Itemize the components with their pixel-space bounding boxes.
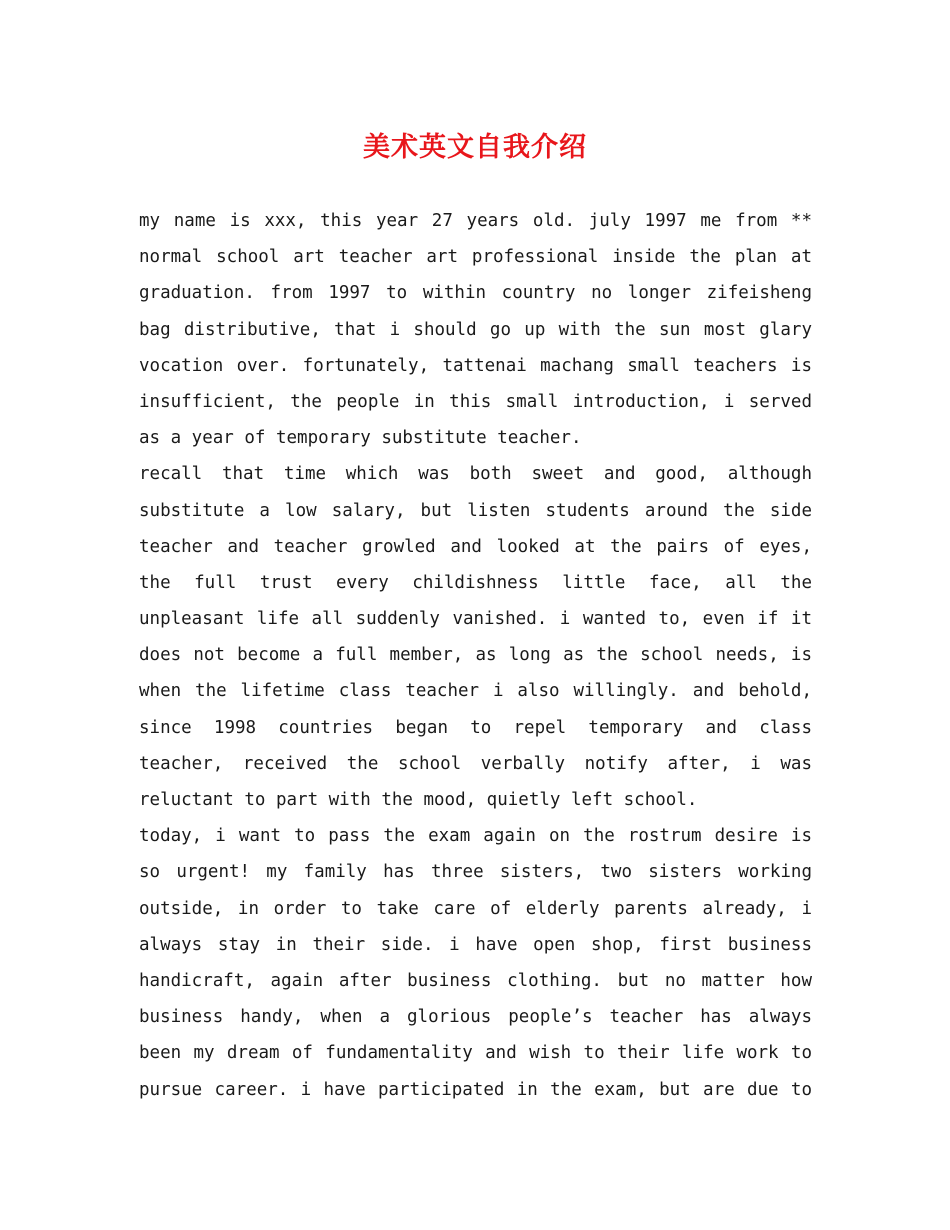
text-line: today, i want to pass the exam again on the rostrum desire is (139, 826, 812, 847)
text-line: vocation over. fortunately, tattenai machang small teachers is (139, 355, 812, 376)
text-line: always stay in their side. i have open shop, first business (139, 934, 812, 955)
text-line: pursue career. i have participated in the exam, but are due to (139, 1079, 812, 1100)
text-line: teacher, received the school verbally notify after, i was (139, 753, 812, 774)
text-line: when the lifetime class teacher i also willingly. and behold, (139, 681, 812, 702)
text-line: graduation. from 1997 to within country no longer zifeisheng (139, 283, 812, 304)
text-line: teacher and teacher growled and looked at the pairs of eyes, (139, 536, 812, 557)
text-line: unpleasant life all suddenly vanished. i wanted to, even if it (139, 609, 812, 630)
text-line: my name is xxx, this year 27 years old. july 1997 me from ** (139, 211, 812, 231)
text-line: normal school art teacher art professional inside the plan at (139, 247, 812, 268)
text-line: the full trust every childishness little face, all the (139, 572, 812, 593)
text-line: since 1998 countries began to repel temporary and class (139, 717, 812, 738)
text-line: outside, in order to take care of elderly parents already, i (139, 898, 812, 919)
text-line: recall that time which was both sweet and good, although (139, 464, 812, 485)
text-line: reluctant to part with the mood, quietly left school. (139, 790, 698, 810)
text-line: as a year of temporary substitute teacher. (139, 428, 582, 449)
text-line: substitute a low salary, but listen students around the side (139, 500, 812, 521)
text-line: does not become a full member, as long as the school needs, is (139, 645, 812, 666)
text-line: insufficient, the people in this small introduction, i served (139, 391, 812, 412)
text-line: been my dream of fundamentality and wish to their life work to (139, 1043, 812, 1064)
document-title: 美术英文自我介绍 (363, 132, 587, 163)
text-line: so urgent! my family has three sisters, two sisters working (139, 862, 812, 883)
text-line: business handy, when a glorious people’s teacher has always (139, 1007, 812, 1028)
text-line: bag distributive, that i should go up with the sun most glary (139, 319, 812, 340)
text-line: handicraft, again after business clothing. but no matter how (139, 970, 812, 991)
document-body (139, 203, 812, 1108)
